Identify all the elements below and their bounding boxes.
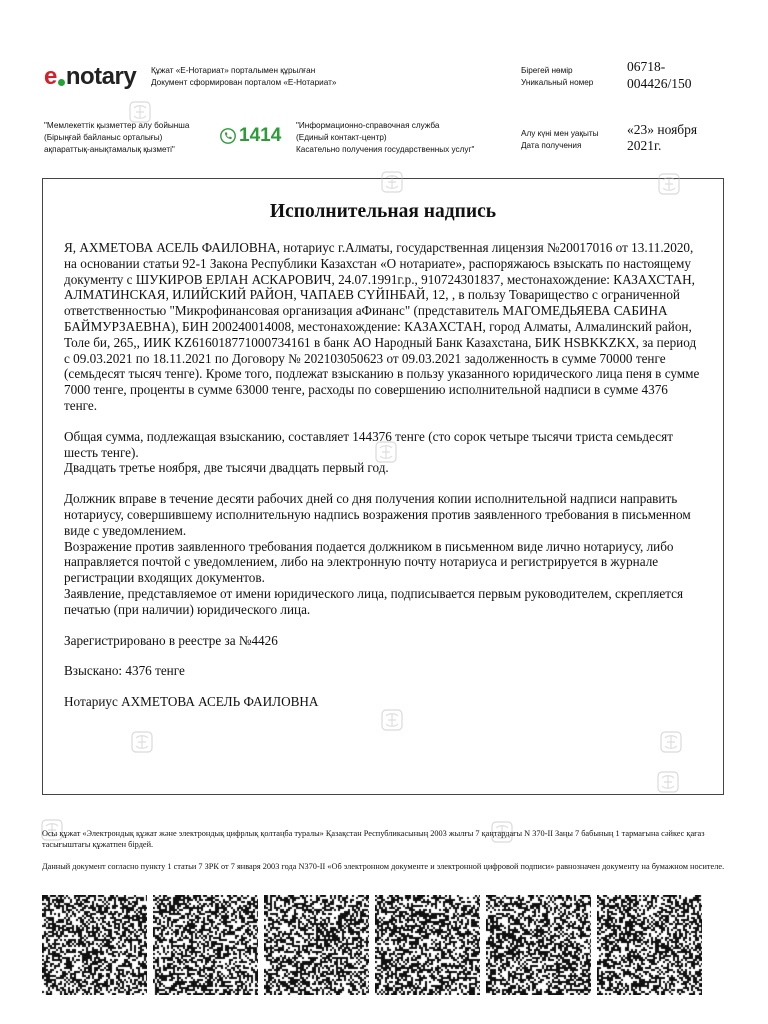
ornament-watermark-icon: [374, 440, 398, 464]
ornament-watermark-icon: [128, 100, 152, 124]
date-in-words: Двадцать третье ноября, две тысячи двадцать первый год.: [64, 460, 389, 476]
portal-note-kz: Құжат «Е-Нотариат» порталымен құрылған: [151, 66, 316, 75]
service-kz-line3: ақпараттық-анықтамалық қызметі": [44, 145, 175, 154]
service-kz-line1: "Мемлекеттік қызметтер алу бойынша: [44, 121, 190, 130]
ornament-watermark-icon: [380, 170, 404, 194]
unique-number-value: [627, 58, 717, 92]
portal-note: [151, 65, 336, 89]
unique-number-label-kz: Бірегей нөмір: [521, 66, 573, 75]
ornament-watermark-icon: [657, 172, 681, 196]
logo-notary: notary: [65, 63, 137, 90]
service-kz-line2: (Бірыңғай байланыс орталығы): [44, 133, 163, 142]
document-frame: [42, 178, 724, 795]
contact-center-phone: [220, 125, 281, 147]
service-info-kz: [44, 120, 189, 156]
document-title: Исполнительная надпись: [269, 201, 497, 222]
unique-number-line1: 06718-: [627, 59, 666, 74]
signature-code-3: [264, 895, 369, 995]
legal-note-ru: Данный документ согласно пункту 1 статьи 7 ЗРК от 7 января 2003 года N370-II «Об электронном документе и электронной цифровой подписи» равнозначен документу на бумажном носителе.: [42, 862, 725, 871]
receipt-date-value: [627, 122, 727, 154]
digital-signature-codes: [42, 895, 727, 995]
unique-number-label: [521, 65, 593, 89]
enotary-logo: [44, 60, 136, 94]
legal-entity-statement-text: Заявление, представляемое от имени юридического лица, подписывается первым руководителем, скрепляется печатью (при наличии) юридического лица.: [64, 585, 684, 617]
ornament-watermark-icon: [656, 770, 680, 794]
service-ru-line1: "Информационно-справочная служба: [296, 121, 440, 130]
unique-number-label-ru: Уникальный номер: [521, 78, 594, 87]
receipt-date-line1: «23» ноября: [627, 122, 698, 137]
receipt-date-label-ru: Дата получения: [521, 141, 582, 150]
logo-e: e: [44, 63, 57, 90]
registry-record: Зарегистрировано в реестре за №4426: [64, 632, 278, 648]
signature-code-6: [597, 895, 702, 995]
ornament-watermark-icon: [380, 708, 404, 732]
unique-number-line2: 004426/150: [627, 76, 692, 91]
ornament-watermark-icon: [130, 730, 154, 754]
portal-note-ru: Документ сформирован порталом «Е-Нотариат»: [151, 78, 337, 87]
receipt-date-label: [521, 128, 599, 152]
service-info-ru: [296, 120, 474, 156]
objection-procedure-text: Возражение против заявленного требования подается должником в письменном виде лично нотариусу, либо направляется почтой с уведомлением, либо на электронную почту нотариуса и регистрируется в журнале регистрации входящих документов.: [64, 538, 674, 586]
phone-icon: [220, 128, 236, 144]
receipt-date-label-kz: Алу күні мен уақыты: [521, 129, 599, 138]
signature-code-5: [486, 895, 591, 995]
service-ru-line2: (Единый контакт-центр): [296, 133, 387, 142]
collected-amount: Взыскано: 4376 тенге: [64, 663, 185, 679]
legal-note-kz: Осы құжат «Электрондық құжат және электрондық цифрлық қолтаңба туралы» Қазақстан Республикасының 2003 жылғы 7 қаңтардағы N 370-II Заңы 7 бабының 1 тармағына сәйкес қағаз тасығыштағы құжатпен бірдей.: [42, 829, 705, 849]
document-body: [64, 240, 704, 710]
receipt-date-line2: 2021г.: [627, 138, 662, 153]
ornament-watermark-icon: [659, 730, 683, 754]
signature-code-1: [42, 895, 147, 995]
writ-paragraph: Я, АХМЕТОВА АСЕЛЬ ФАИЛОВНА, нотариус г.Алматы, государственная лицензия №20017016 от 13.11.2020, на основании статьи 92-1 Закона Республики Казахстан «О нотариате», распоряжаюсь взыскать по настоящему документу с ШУКИРОВ ЕРЛАН АСКАРОВИЧ, 24.07.1991г.р., 910724301837, местонахождение: КАЗАХСТАН, АЛМАТИНСКАЯ, ИЛИЙСКИЙ РАЙОН, ЧАПАЕВ СҮЙІНБАЙ, 12, , в пользу Товарищество с ограниченной ответственностью "Микрофинансовая организация аФинанс" (представитель МАГОМЕДЬЯЕВА САБИНА БАЙМУРЗАЕВНА), БИН 200240014008, местонахождение: КАЗАХСТАН, город Алматы, Алмалинский район, Толе би, 265,, ИИК KZ616018771000734161 в банк АО Народный Банк Казахстана, БИК HSBKKZKX, за период с 09.03.2021 по 18.11.2021 по Договору № 202103050623 от 09.03.2021 задолженность в сумме 70000 тенге (семьдесят тысяч тенге). Кроме того, подлежат взысканию в пользу указанного юридического лица пеня в сумме 7000 тенге, проценты в сумме 63000 тенге, расходы по совершению исполнительной надписи в сумме 4376 тенге.: [64, 240, 700, 413]
total-amount-text: Общая сумма, подлежащая взысканию, составляет 144376 тенге (сто сорок четыре тысячи триста семьдесят шесть тенге).: [64, 428, 673, 460]
phone-number: 1414: [239, 125, 282, 146]
debtor-rights-text: Должник вправе в течение десяти рабочих дней со дня получения копии исполнительной надписи направить нотариусу, совершившему исполнительную надпись возражения против заявленного требования в письменном виде с уведомлением.: [64, 491, 691, 538]
notary-signature-line: Нотариус АХМЕТОВА АСЕЛЬ ФАИЛОВНА: [64, 694, 319, 710]
service-ru-line3: Касательно получения государственных услуг": [296, 145, 475, 154]
signature-code-4: [375, 895, 480, 995]
logo-dot: [58, 79, 65, 86]
signature-code-2: [153, 895, 258, 995]
